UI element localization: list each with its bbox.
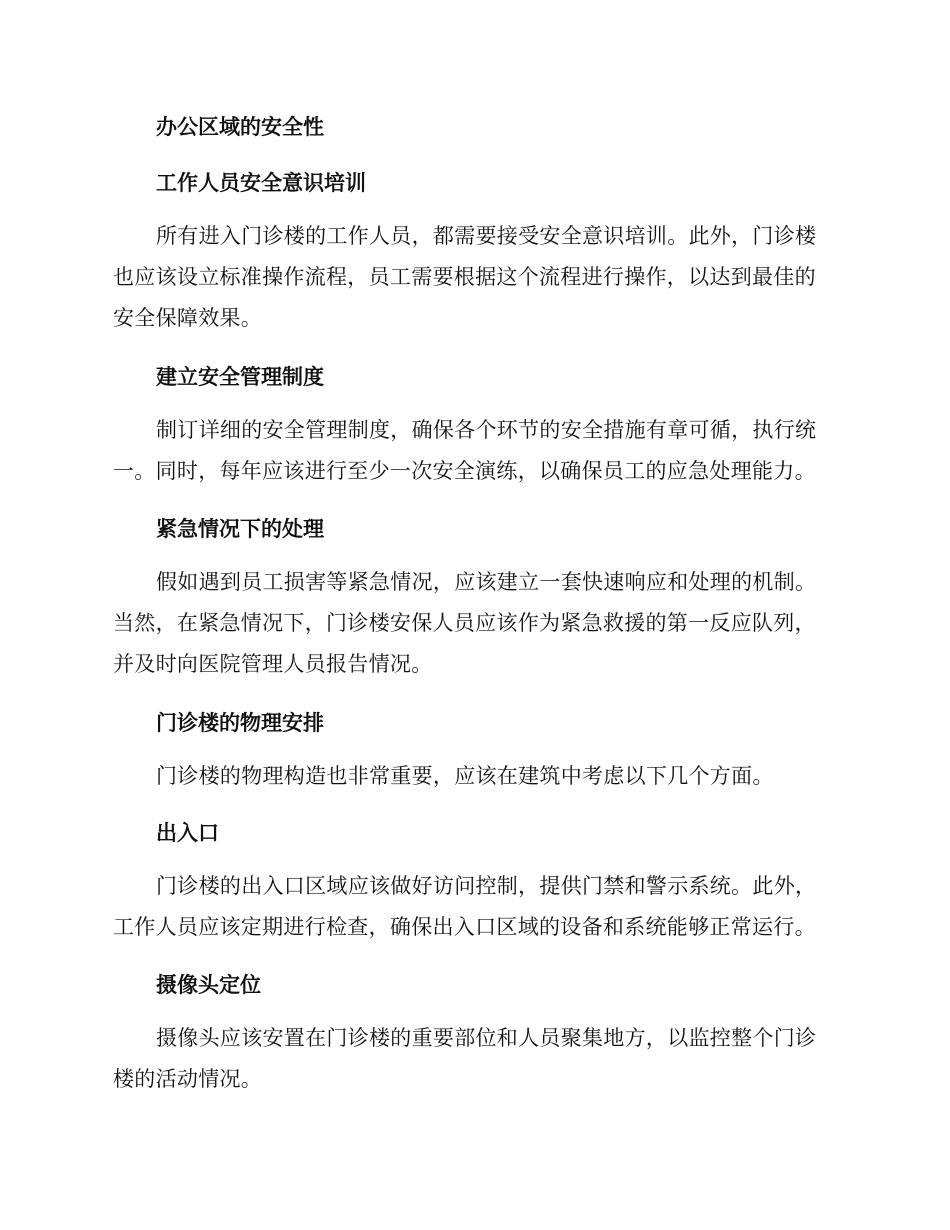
document-title: 办公区域的安全性 bbox=[156, 115, 324, 139]
section-paragraph-training: 所有进入门诊楼的工作人员，都需要接受安全意识培训。此外，门诊楼也应该设立标准操作流程，员工需要根据这个流程进行操作，以达到最佳的安全保障效果。 bbox=[113, 224, 817, 330]
section-heading-entrance: 出入口 bbox=[156, 821, 219, 845]
section-paragraph-emergency: 假如遇到员工损害等紧急情况，应该建立一套快速响应和处理的机制。当然，在紧急情况下，门诊楼安保人员应该作为紧急救援的第一反应队列，并及时向医院管理人员报告情况。 bbox=[113, 570, 817, 676]
section-paragraph-management-system: 制订详细的安全管理制度，确保各个环节的安全措施有章可循，执行统一。同时，每年应该进行至少一次安全演练，以确保员工的应急处理能力。 bbox=[113, 418, 817, 483]
section-heading-camera: 摄像头定位 bbox=[156, 973, 261, 997]
section-paragraph-physical-layout: 门诊楼的物理构造也非常重要，应该在建筑中考虑以下几个方面。 bbox=[156, 764, 774, 788]
section-heading-physical-layout: 门诊楼的物理安排 bbox=[156, 711, 324, 735]
section-paragraph-camera: 摄像头应该安置在门诊楼的重要部位和人员聚集地方，以监控整个门诊楼的活动情况。 bbox=[113, 1026, 817, 1091]
section-heading-training: 工作人员安全意识培训 bbox=[156, 171, 366, 195]
section-heading-emergency: 紧急情况下的处理 bbox=[156, 517, 324, 541]
section-paragraph-entrance: 门诊楼的出入口区域应该做好访问控制，提供门禁和警示系统。此外，工作人员应该定期进行检查，确保出入口区域的设备和系统能够正常运行。 bbox=[113, 874, 817, 939]
section-heading-management-system: 建立安全管理制度 bbox=[156, 365, 324, 389]
